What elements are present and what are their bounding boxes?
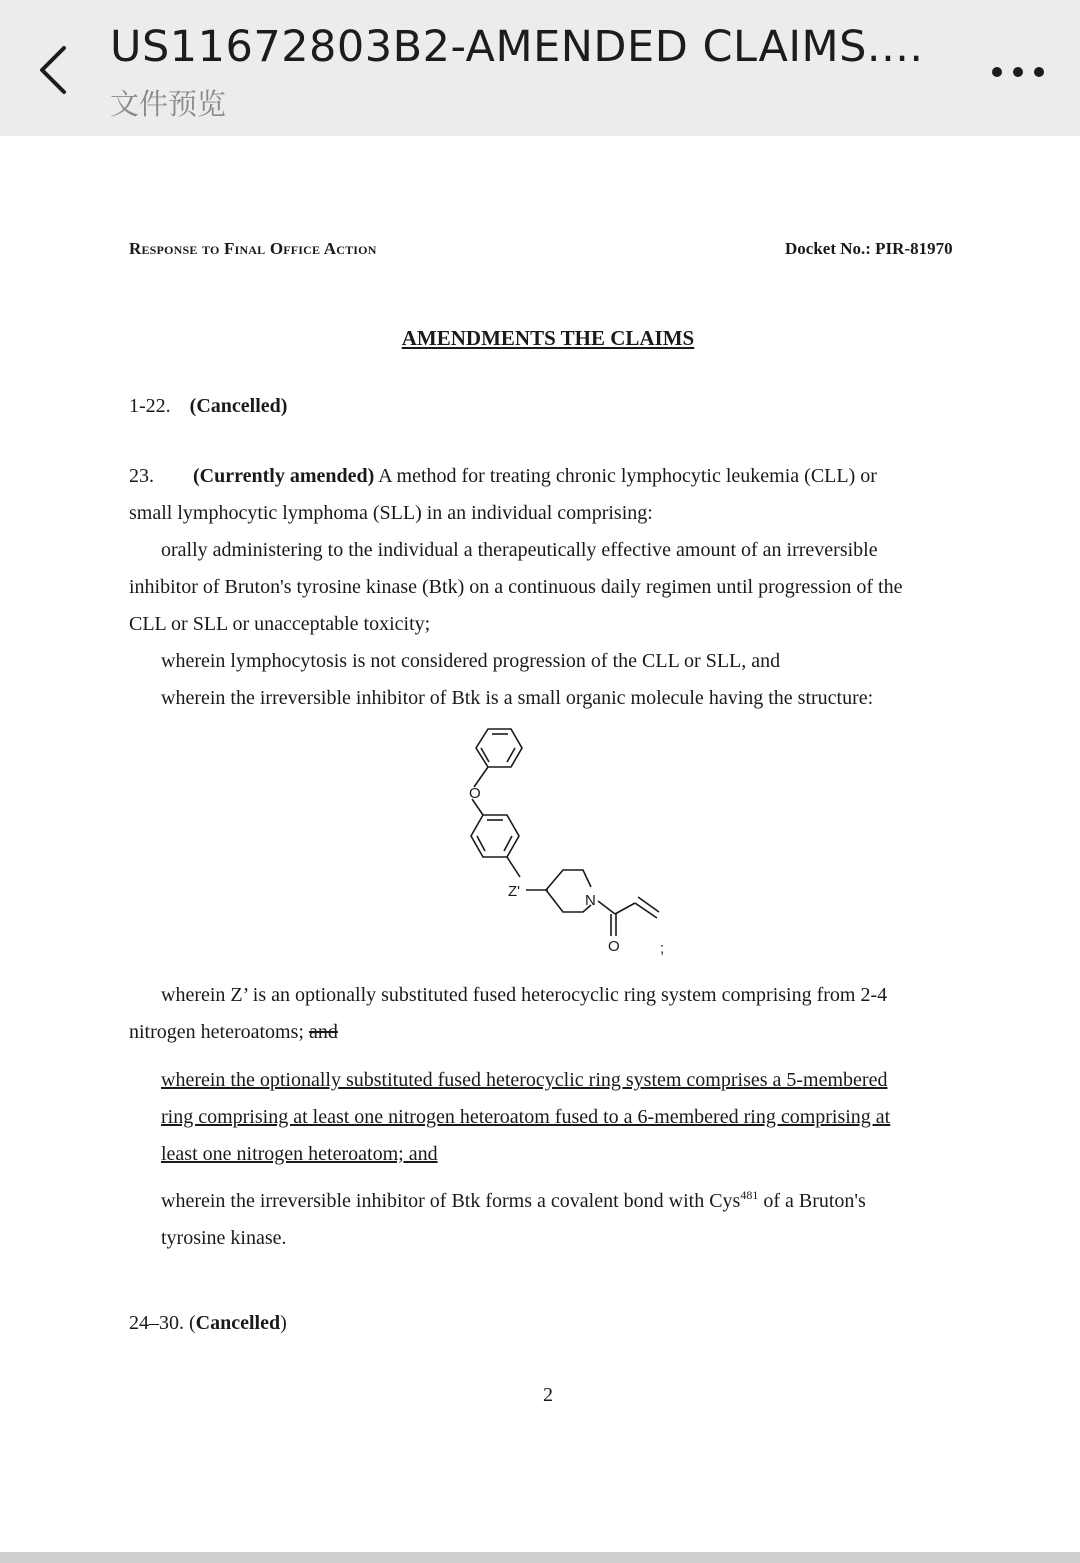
bottom-bar: [0, 1552, 1080, 1563]
claim-text: of a Bruton's: [758, 1190, 866, 1212]
carbonyl-oxygen-label: O: [608, 938, 620, 955]
back-button[interactable]: [30, 40, 78, 100]
more-dots-icon: [985, 55, 1055, 89]
claim-23-line: CLL or SLL or unacceptable toxicity;: [129, 613, 431, 635]
claim-23-line: [129, 1014, 338, 1051]
claim-text: A method for treating chronic lymphocytic leukemia (CLL) or: [374, 465, 877, 487]
app-bar: [0, 0, 1080, 136]
claim-number: 23.: [129, 465, 154, 487]
claim-text: nitrogen heteroatoms;: [129, 1021, 309, 1043]
claim-23-line: wherein lymphocytosis is not considered progression of the CLL or SLL, and: [161, 650, 781, 672]
z-prime-label: Z': [508, 883, 521, 900]
chemical-structure: [440, 715, 680, 965]
superscript: 481: [740, 1188, 759, 1202]
claim-status: (Currently amended): [193, 465, 375, 487]
file-subtitle: 文件预览: [110, 87, 227, 121]
file-title: US11672803B2-AMENDED CLAIMS....: [110, 22, 924, 72]
section-heading: AMENDMENTS THE CLAIMS: [401, 326, 695, 350]
claim-23-line: [129, 458, 154, 495]
claims-1-22: [129, 388, 287, 425]
claim-23-line: small lymphocytic lymphoma (SLL) in an individual comprising:: [129, 502, 653, 524]
claim-status: (Cancelled): [189, 395, 288, 417]
paren: ): [280, 1312, 287, 1334]
claim-23-line: wherein Z’ is an optionally substituted fused heterocyclic ring system comprising from 2-4: [161, 984, 888, 1006]
page-number: 2: [543, 1384, 553, 1406]
docket-number: Docket No.: PIR-81970: [785, 239, 953, 258]
inserted-text: ring comprising at least one nitrogen heteroatom fused to a 6-membered ring comprising at: [161, 1106, 891, 1128]
claims-24-30: [129, 1305, 287, 1342]
deleted-text: and: [308, 1021, 338, 1043]
nitrogen-label: N: [585, 892, 596, 909]
claim-number: 24–30.: [129, 1312, 189, 1334]
claim-status: Cancelled: [195, 1312, 281, 1334]
inserted-text: wherein the optionally substituted fused heterocyclic ring system comprises a 5-membered: [161, 1069, 888, 1091]
chevron-left-icon: [30, 40, 78, 100]
claim-number: 1-22.: [129, 395, 171, 417]
running-header-left: Response to Final Office Action: [129, 239, 377, 258]
claim-23-line: [193, 458, 877, 495]
more-button[interactable]: [985, 55, 1055, 89]
paren: (: [189, 1312, 196, 1334]
inserted-text: least one nitrogen heteroatom; and: [161, 1143, 438, 1165]
piperidine-ring: [546, 870, 591, 890]
claim-23-line: tyrosine kinase.: [161, 1227, 287, 1249]
oxygen-label: O: [469, 785, 481, 802]
claim-23-line: [161, 1183, 866, 1220]
claim-23-line: wherein the irreversible inhibitor of Btk is a small organic molecule having the structure:: [161, 687, 874, 709]
claim-23-line: orally administering to the individual a therapeutically effective amount of an irreversible: [161, 539, 878, 561]
structure-semicolon: ;: [660, 940, 665, 957]
claim-text: wherein the irreversible inhibitor of Btk forms a covalent bond with Cys: [161, 1190, 741, 1212]
claim-23-line: inhibitor of Bruton's tyrosine kinase (Btk) on a continuous daily regimen until progression of the: [129, 576, 903, 598]
